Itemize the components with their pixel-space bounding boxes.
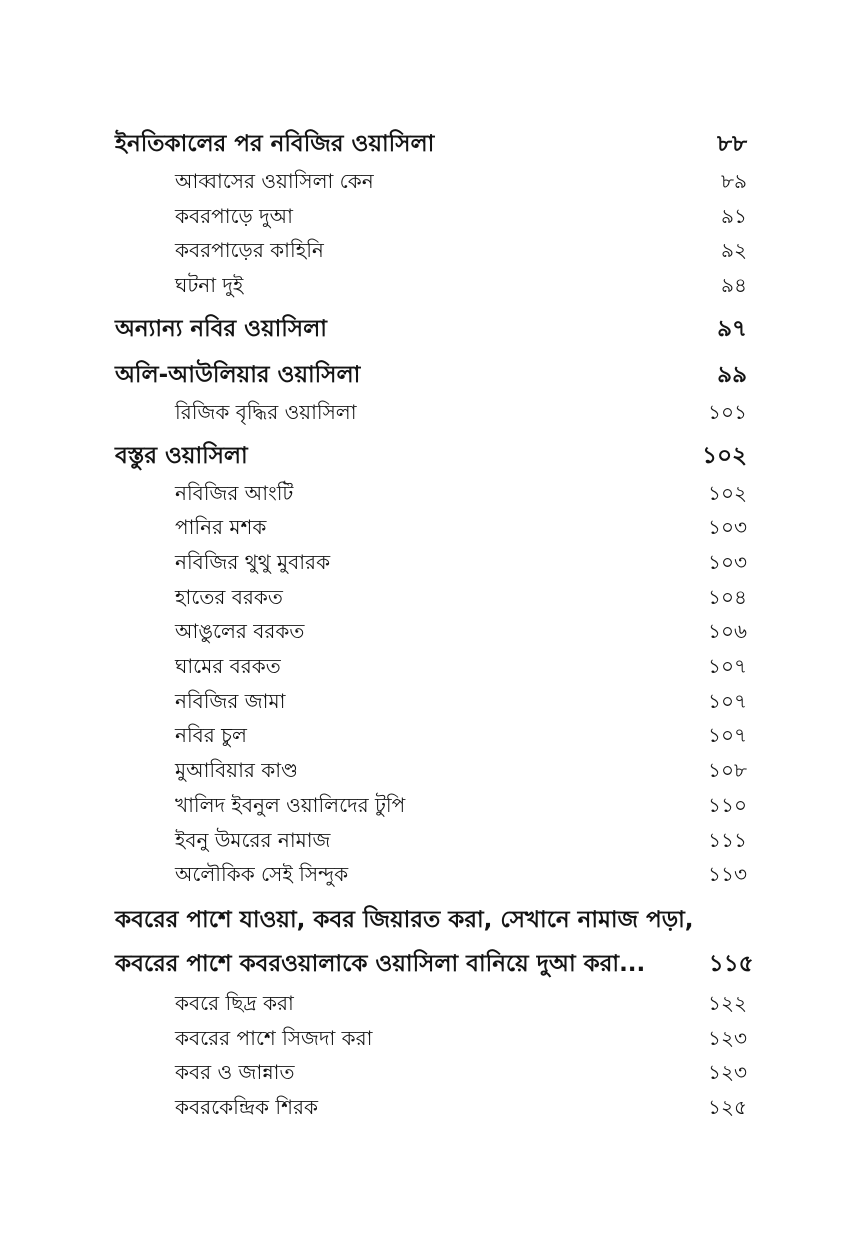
toc-entry-sub bbox=[115, 545, 747, 580]
toc-entry-sub bbox=[115, 395, 747, 430]
toc-entry-title: অলি-আউলিয়ার ওয়াসিলা bbox=[115, 361, 361, 388]
toc-entry-title: কবরপাড়ের কাহিনি bbox=[175, 238, 324, 263]
toc-entry-title: ঘটনা দুই bbox=[175, 273, 244, 298]
toc-entry-sub bbox=[115, 510, 747, 545]
toc-entry-main-multiline bbox=[115, 898, 754, 986]
toc-entry-sub bbox=[115, 233, 747, 268]
toc-entry-page: ১২৫ bbox=[708, 1095, 747, 1120]
toc-entry-sub bbox=[115, 986, 747, 1021]
toc-entry-sub bbox=[115, 476, 747, 511]
toc-entry-page: ১০৭ bbox=[708, 723, 747, 748]
toc-entry-sub bbox=[115, 1090, 747, 1125]
toc-entry-page: ১২৩ bbox=[708, 1025, 747, 1050]
toc-entry-title-line: কবরের পাশে কবরওয়ালাকে ওয়াসিলা বানিয়ে দুআ করা... bbox=[115, 950, 646, 977]
toc-entry-sub bbox=[115, 718, 747, 753]
toc-entry-title: কবরকেন্দ্রিক শিরক bbox=[175, 1095, 318, 1120]
toc-entry-title: কবরের পাশে সিজদা করা bbox=[175, 1025, 373, 1050]
toc-entry-page: ১০৭ bbox=[708, 688, 747, 713]
toc-entry-title bbox=[115, 898, 694, 986]
table-of-contents bbox=[115, 124, 754, 1125]
toc-entry-sub bbox=[115, 649, 747, 684]
toc-entry-title: ইবনু উমরের নামাজ bbox=[175, 827, 331, 852]
toc-entry-title: নবিজির জামা bbox=[175, 688, 286, 713]
toc-entry-sub bbox=[115, 823, 747, 858]
toc-entry-sub bbox=[115, 268, 747, 303]
toc-entry-sub bbox=[115, 580, 747, 615]
toc-entry-title: পানির মশক bbox=[175, 515, 267, 540]
toc-entry-page: ১০৮ bbox=[708, 758, 747, 783]
toc-entry-sub bbox=[115, 614, 747, 649]
toc-entry-title: অলৌকিক সেই সিন্দুক bbox=[175, 862, 349, 887]
toc-entry-main bbox=[115, 436, 747, 476]
toc-entry-page: ১১০ bbox=[708, 792, 747, 817]
toc-entry-title-line: কবরের পাশে যাওয়া, কবর জিয়ারত করা, সেখানে নামাজ পড়া, bbox=[115, 906, 694, 933]
toc-entry-page: ১০১ bbox=[708, 399, 747, 424]
toc-entry-title: কবর ও জান্নাত bbox=[175, 1060, 295, 1085]
toc-entry-page: ৯১ bbox=[721, 203, 747, 228]
toc-entry-main bbox=[115, 124, 747, 164]
toc-entry-sub bbox=[115, 857, 747, 892]
toc-entry-page: ১১৫ bbox=[708, 950, 754, 977]
toc-entry-title: মুআবিয়ার কাণ্ড bbox=[175, 758, 298, 783]
toc-entry-sub bbox=[115, 753, 747, 788]
toc-entry-title: অন্যান্য নবির ওয়াসিলা bbox=[115, 315, 327, 342]
toc-entry-page: ১০২ bbox=[702, 442, 747, 469]
toc-entry-title: কবরে ছিদ্র করা bbox=[175, 990, 294, 1015]
toc-entry-title: ইনতিকালের পর নবিজির ওয়াসিলা bbox=[115, 131, 435, 157]
toc-entry-page: ১২৩ bbox=[708, 1060, 747, 1085]
toc-entry-title: কবরপাড়ে দুআ bbox=[175, 203, 294, 228]
toc-entry-page: ১০৭ bbox=[708, 654, 747, 679]
toc-entry-sub bbox=[115, 199, 747, 234]
toc-entry-sub bbox=[115, 1021, 747, 1056]
toc-entry-title: আঙুলের বরকত bbox=[175, 619, 305, 644]
toc-entry-page: ১১৩ bbox=[708, 862, 747, 887]
toc-entry-title: রিজিক বৃদ্ধির ওয়াসিলা bbox=[175, 399, 357, 424]
toc-entry-page: ৯৪ bbox=[721, 273, 747, 298]
toc-entry-sub bbox=[115, 164, 747, 199]
toc-entry-title: হাতের বরকত bbox=[175, 584, 283, 609]
toc-entry-page: ১০৬ bbox=[708, 619, 747, 644]
toc-entry-sub bbox=[115, 788, 747, 823]
toc-entry-page: ১২২ bbox=[708, 990, 747, 1015]
toc-entry-page: ১০৩ bbox=[708, 549, 747, 574]
toc-entry-title: নবিজির থুথু মুবারক bbox=[175, 549, 331, 574]
toc-entry-title: আব্বাসের ওয়াসিলা কেন bbox=[175, 169, 374, 193]
toc-entry-page: ১১১ bbox=[708, 827, 747, 852]
toc-entry-page: ১০২ bbox=[708, 480, 747, 505]
toc-entry-page: ১০৩ bbox=[708, 515, 747, 540]
toc-entry-page: ৯৭ bbox=[717, 315, 747, 342]
toc-entry-page: ৮৯ bbox=[721, 169, 747, 193]
toc-entry-title: ঘামের বরকত bbox=[175, 654, 281, 679]
toc-entry-sub bbox=[115, 684, 747, 719]
toc-entry-title: নবিজির আংটি bbox=[175, 480, 294, 505]
toc-entry-page: ৯২ bbox=[721, 238, 747, 263]
toc-entry-page: ৯৯ bbox=[717, 361, 747, 388]
toc-entry-page: ১০৪ bbox=[708, 584, 747, 609]
toc-entry-title: খালিদ ইবনুল ওয়ালিদের টুপি bbox=[175, 792, 406, 817]
toc-entry-title: নবির চুল bbox=[175, 723, 247, 748]
toc-entry-main bbox=[115, 309, 747, 349]
toc-entry-sub bbox=[115, 1055, 747, 1090]
toc-entry-page: ৮৮ bbox=[717, 131, 747, 157]
toc-entry-title: বস্তুর ওয়াসিলা bbox=[115, 442, 248, 469]
toc-entry-main bbox=[115, 355, 747, 395]
